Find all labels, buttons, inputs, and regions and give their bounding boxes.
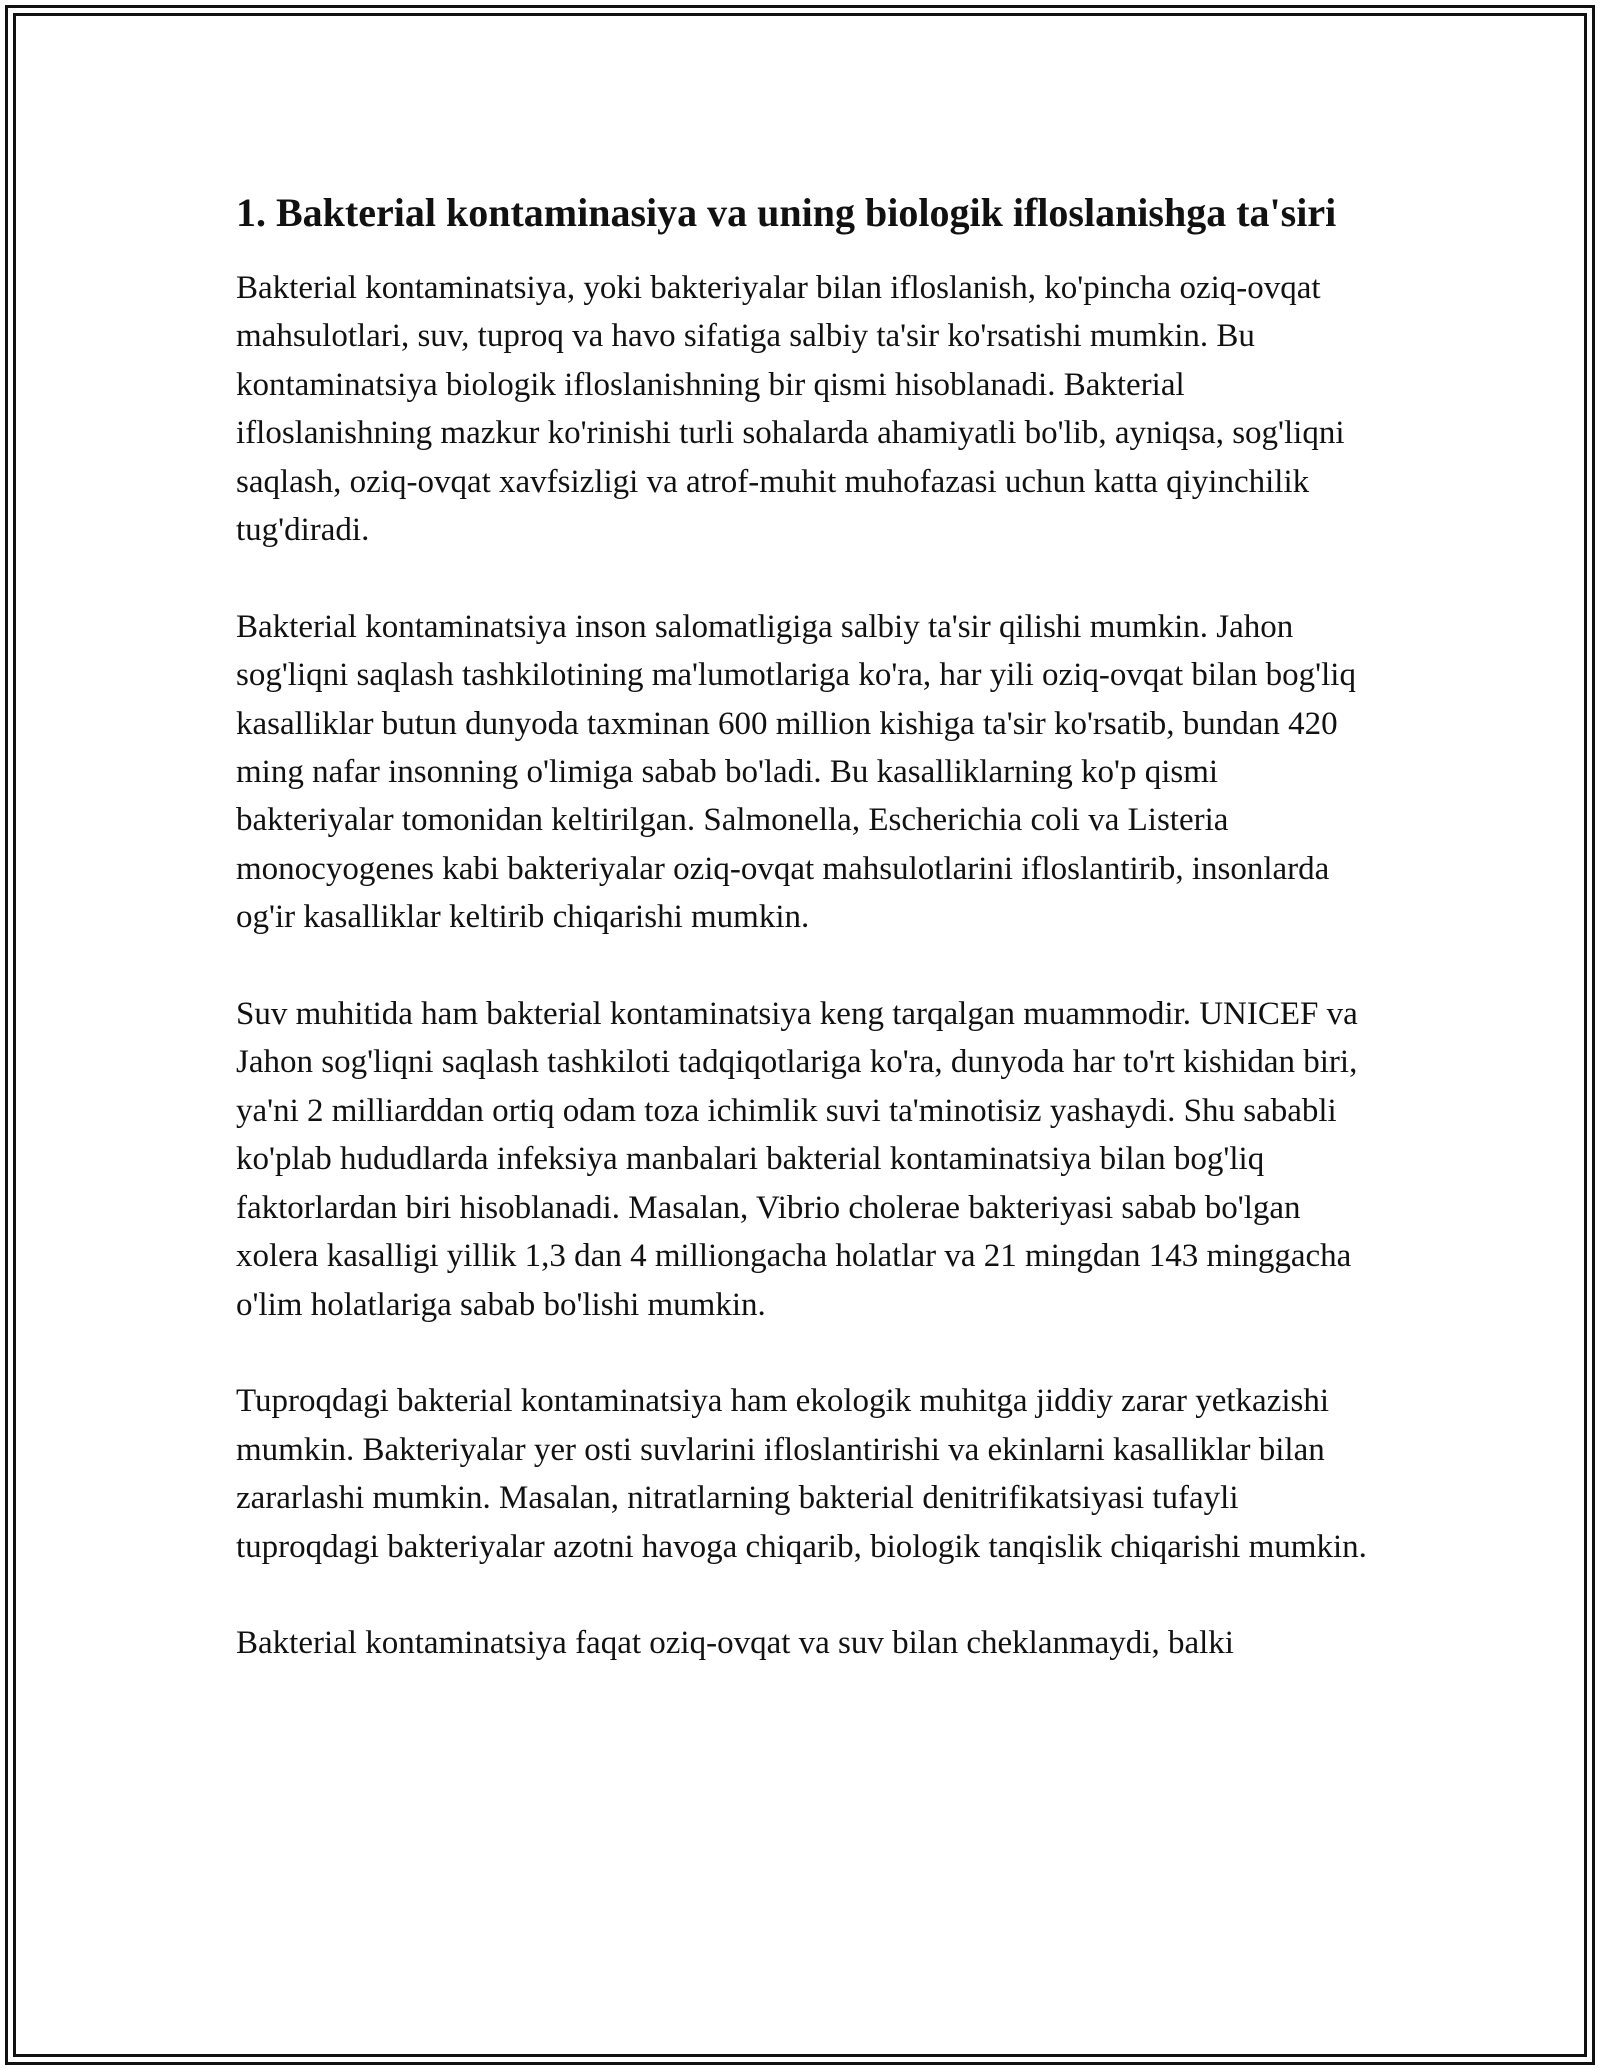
paragraph-water: Suv muhitida ham bakterial kontaminatsiya keng tarqalgan muammodir. UNICEF va Jahon sog'liqni saqlash tashkiloti tadqiqotlariga ko'ra, dunyoda har to'rt kishidan biri, ya'ni 2 milliarddan ortiq odam toza ichimlik suvi ta'minotisiz yashaydi. Shu sababli ko'plab hududlarda infeksiya manbalari bakterial kontaminatsiya bilan bog'liq faktorlardan biri hisoblanadi. Masalan, Vibrio cholerae bakteriyasi sabab bo'lgan xolera kasalligi yillik 1,3 dan 4 milliongacha holatlar va 21 mingdan 143 minggacha o'lim holatlariga sabab bo'lishi mumkin. [236,996,1358,1323]
section-heading: 1. Bakterial kontaminasiya va uning biologik ifloslanishga ta'siri [236,190,1337,235]
paragraph-health: Bakterial kontaminatsiya inson salomatligiga salbiy ta'sir qilishi mumkin. Jahon sog'liqni saqlash tashkilotining ma'lumotlariga ko'ra, har yili oziq-ovqat bilan bog'liq kasalliklar butun dunyoda taxminan 600 million kishiga ta'sir ko'rsatib, bundan 420 ming nafar insonning o'limiga sabab bo'ladi. Bu kasalliklarning ko'p qismi bakteriyalar tomonidan keltirilgan. Salmonella, Escherichia coli va Listeria monocyogenes kabi bakteriyalar oziq-ovqat mahsulotlarini ifloslantirib, insonlarda og'ir kasalliklar keltirib chiqarishi mumkin. [236,608,1356,936]
paragraph-soil: Tuproqdagi bakterial kontaminatsiya ham ekologik muhitga jiddiy zarar yetkazishi mumkin. Bakteriyalar yer osti suvlarini ifloslantirishi va ekinlarni kasalliklar bilan zararlashi mumkin. Masalan, nitratlarning bakterial denitrifikatsiyasi tufayli tuproqdagi bakteriyalar azotni havoga chiqarib, biologik tanqislik chiqarishi mumkin. [236,1383,1367,1565]
document-body [236,186,1376,1716]
paragraph-intro: Bakterial kontaminatsiya, yoki bakteriyalar bilan ifloslanish, ko'pincha oziq-ovqat mahsulotlari, suv, tuproq va havo sifatiga salbiy ta'sir ko'rsatishi mumkin. Bu kontaminatsiya biologik ifloslanishning bir qismi hisoblanadi. Bakterial ifloslanishning mazkur ko'rinishi turli sohalarda ahamiyatli bo'lib, ayniqsa, sog'liqni saqlash, oziq-ovqat xavfsizligi va atrof-muhit muhofazasi uchun katta qiyinchilik tug'diradi. [236,270,1345,549]
paragraph-continued: Bakterial kontaminatsiya faqat oziq-ovqat va suv bilan cheklanmaydi, balki [236,1625,1234,1662]
